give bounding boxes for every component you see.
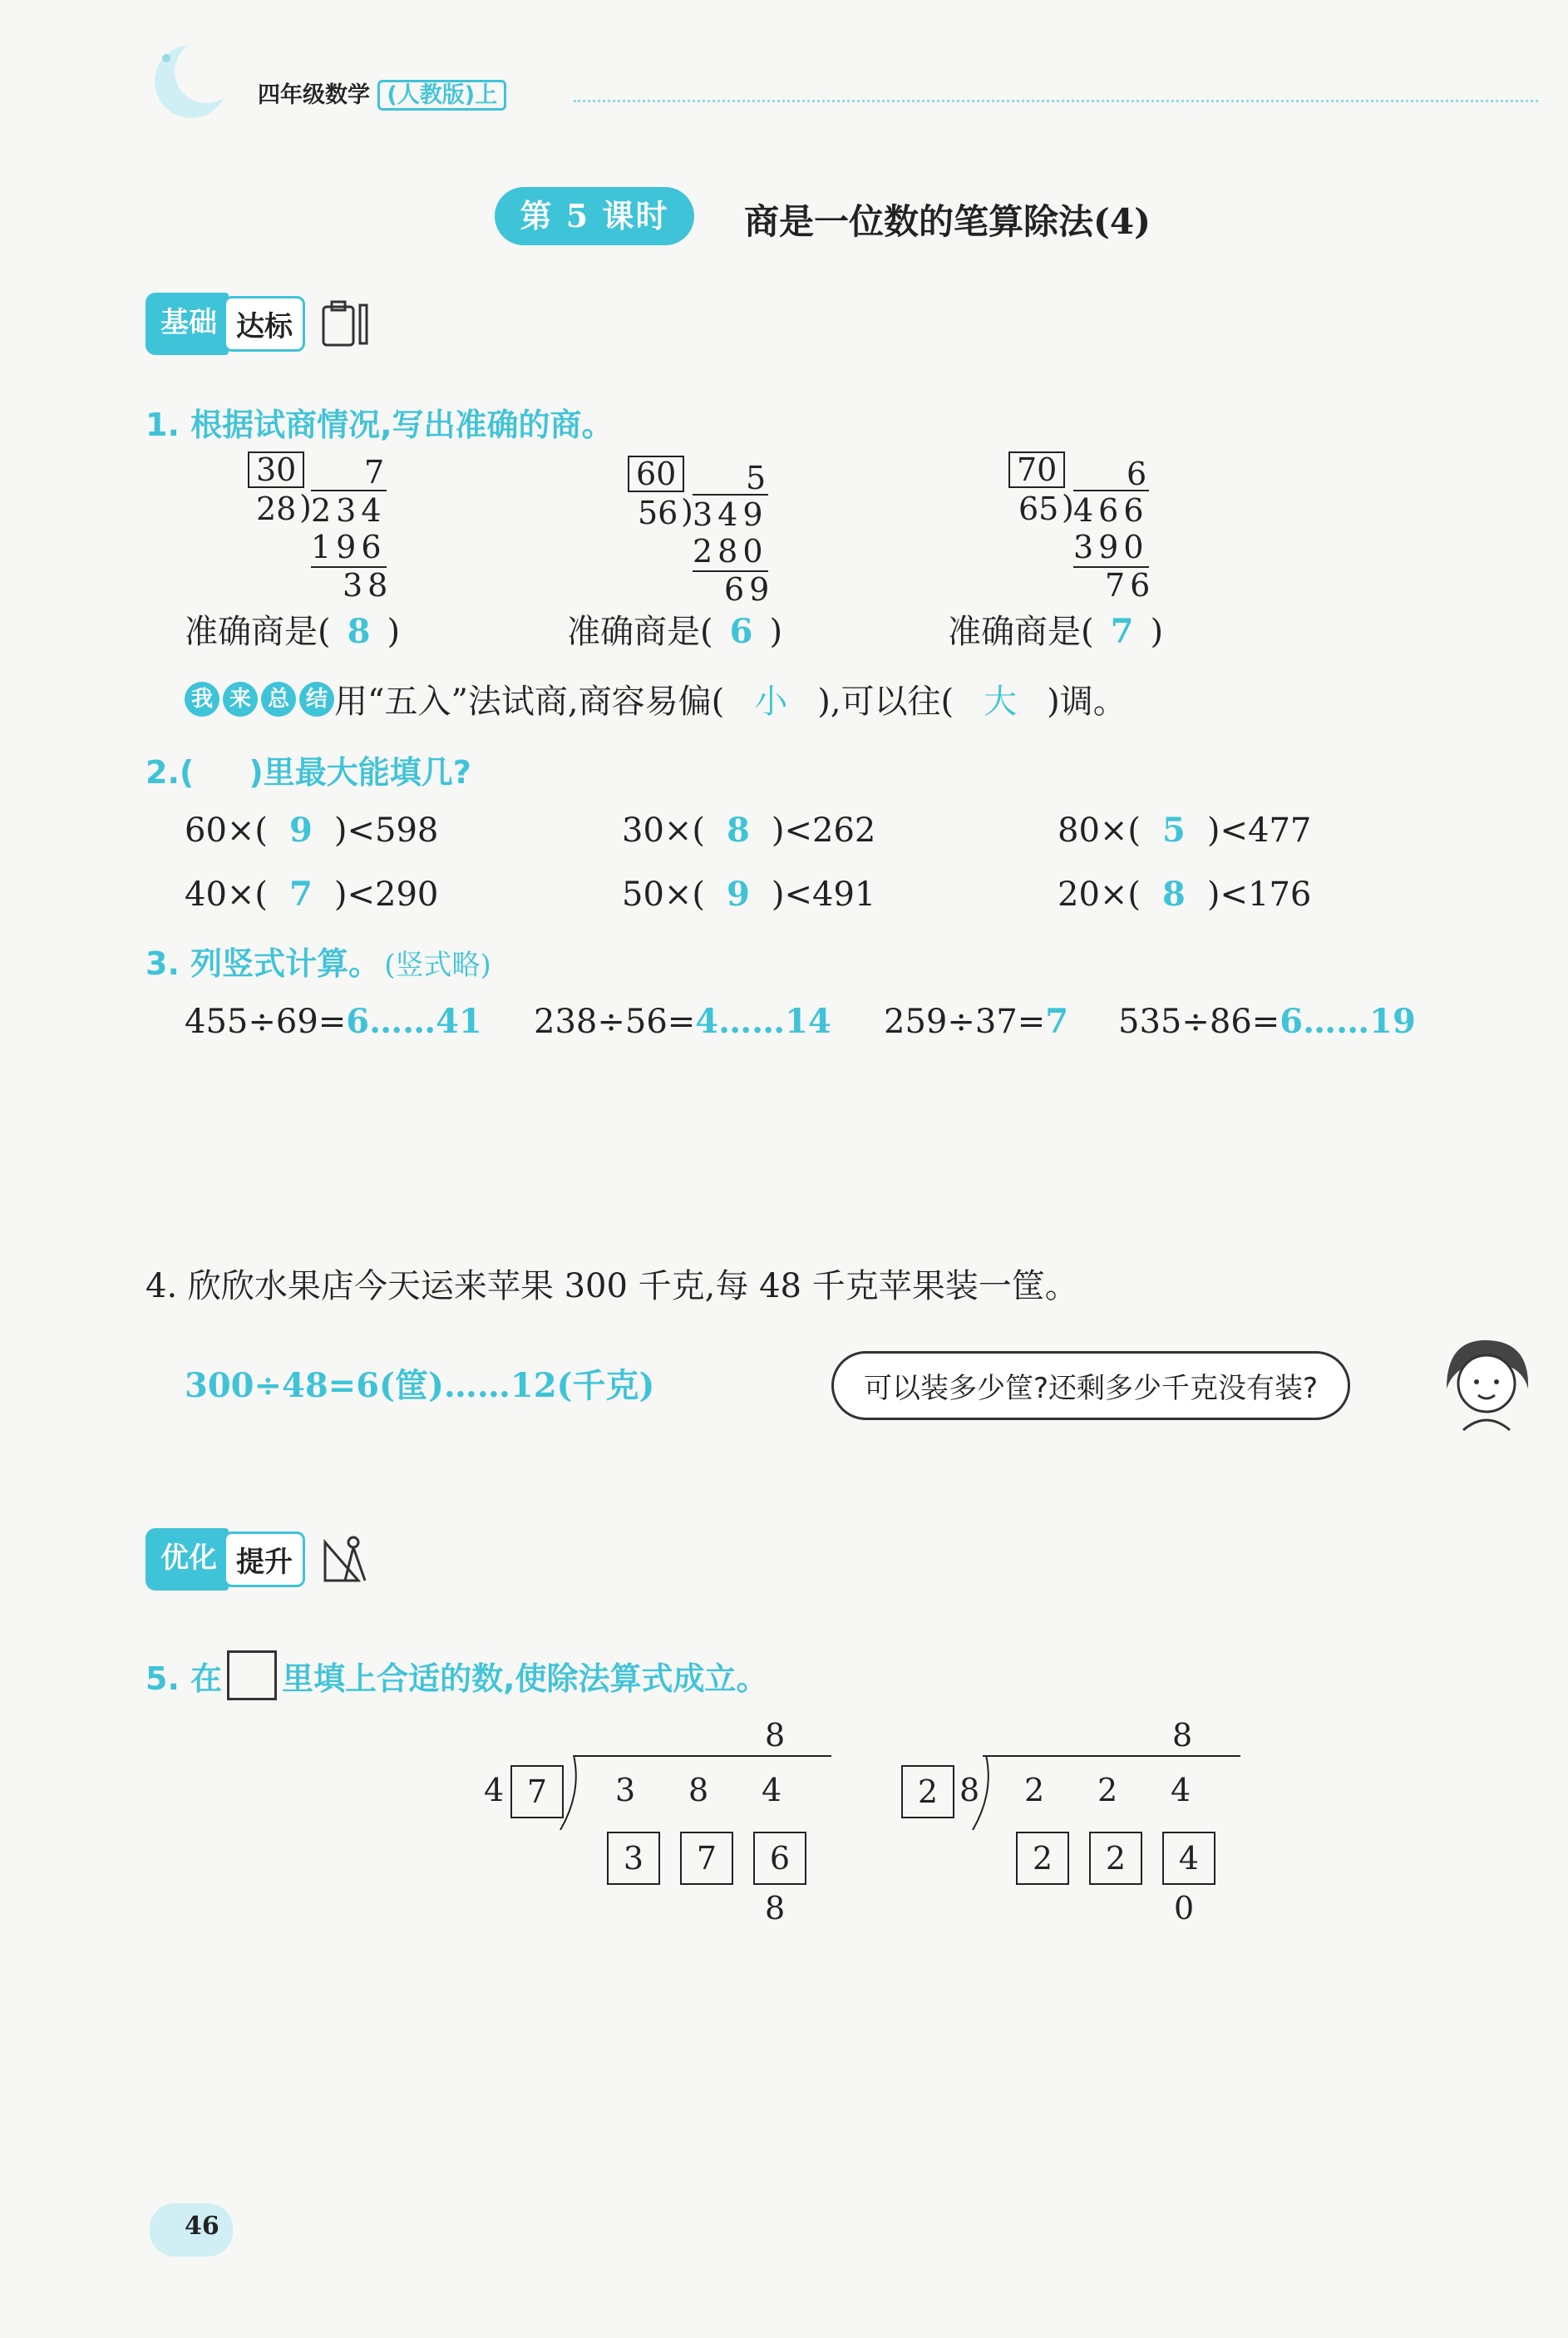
section-basic: [145, 293, 375, 355]
clipboard-icon: [317, 295, 375, 353]
division-bracket: ): [299, 489, 312, 525]
q2-pre: 50×(: [622, 876, 706, 914]
q4-answer: 300÷48=6(筐)……12(千克): [185, 1366, 655, 1405]
q3-answer: 6……19: [1280, 1002, 1416, 1041]
divisor-box: 7: [510, 1765, 564, 1818]
quotient: 6: [1127, 456, 1147, 492]
q4-text: 4. 欣欣水果店今天运来苹果 300 千克,每 48 千克苹果装一筐。: [145, 1267, 1078, 1305]
q3-item-3: [884, 1002, 1068, 1041]
product: 196: [311, 528, 387, 568]
answer-label: 准确商是(: [567, 613, 713, 651]
q2-answer: 7: [289, 875, 313, 914]
compass-ruler-icon: [317, 1531, 375, 1589]
product: 390: [1073, 528, 1149, 568]
long-division-1: [248, 451, 397, 604]
product-box: 4: [1162, 1832, 1215, 1885]
answer-value: 8: [347, 612, 371, 651]
q2-post: )<290: [333, 876, 439, 914]
product-box: 7: [680, 1832, 733, 1885]
product-box: 2: [1016, 1832, 1069, 1885]
header-title: [258, 76, 506, 109]
remainder: 8: [765, 1890, 786, 1926]
header-logo: [141, 33, 241, 125]
speech-bubble: 可以装多少筐?还剩多少千克没有装?: [831, 1351, 1350, 1420]
division-bracket: ): [1062, 489, 1074, 525]
answer-close: ): [387, 613, 401, 651]
q5-right-puzzle: [898, 1709, 1255, 1925]
q2-item-4: [185, 875, 438, 914]
summary-pill: 来: [223, 682, 258, 717]
q2-post: )<176: [1206, 876, 1312, 914]
q2-item-2: [622, 811, 875, 850]
q2-pre: 60×(: [185, 811, 269, 850]
section-advanced-b: 提升: [224, 1532, 305, 1587]
q2-pre: 30×(: [622, 811, 706, 850]
header-title-prefix: 四年级数学: [258, 82, 370, 108]
dividend-digit: 2: [1097, 1772, 1118, 1808]
summary-text-1: 用“五入”法试商,商容易偏(: [334, 683, 725, 721]
q3-answer: 4……14: [695, 1002, 831, 1041]
product: 280: [693, 532, 768, 572]
answer-value: 7: [1110, 612, 1134, 651]
dividend-digit: 3: [615, 1772, 636, 1808]
trial-box: 70: [1008, 451, 1065, 488]
q3-expr: 259÷37=: [884, 1003, 1046, 1041]
q2-answer: 9: [727, 875, 750, 914]
divisor-box: 2: [901, 1765, 954, 1818]
quotient: 5: [746, 460, 767, 496]
q5-title-pre: 5. 在: [145, 1660, 223, 1697]
divisor-digit: 4: [484, 1772, 505, 1808]
q5-title-post: 里填上合适的数,使除法算式成立。: [282, 1660, 768, 1697]
division-bracket: ): [681, 493, 693, 530]
page-number: 46: [185, 2212, 219, 2241]
q3-expr: 455÷69=: [185, 1003, 347, 1041]
q1-answer-1: [185, 605, 400, 653]
division-top-rule: [574, 1755, 831, 1757]
q2-answer: 8: [727, 811, 750, 850]
trial-box: 30: [248, 451, 304, 488]
q2-item-5: [622, 875, 875, 914]
q2-post: )<262: [771, 811, 876, 850]
summary-answer-2: 大: [984, 683, 1018, 721]
lesson-title: 商是一位数的笔算除法(4): [744, 201, 1151, 242]
summary-pill: 结: [299, 682, 334, 717]
division-top-rule: [983, 1755, 1240, 1757]
answer-value: 6: [729, 612, 753, 651]
q3-answer: 7: [1045, 1002, 1069, 1041]
dividend-digit: 4: [762, 1772, 782, 1808]
dividend-digit: 8: [688, 1772, 709, 1808]
summary-line: [185, 675, 1127, 723]
moon-icon: [141, 33, 241, 125]
q3-answer: 6……41: [346, 1002, 482, 1041]
long-division-3: [1008, 451, 1158, 604]
q2-item-6: [1058, 875, 1311, 914]
q3-item-4: [1118, 1002, 1416, 1041]
q3-item-1: [185, 1002, 482, 1041]
header-divider: [574, 100, 1538, 102]
quotient: 7: [364, 454, 385, 491]
q3-expr: 238÷56=: [534, 1003, 696, 1041]
q2-post: )<477: [1206, 811, 1312, 850]
q3-item-2: [534, 1002, 831, 1041]
remainder: 0: [1174, 1890, 1195, 1926]
product-box: 2: [1089, 1832, 1142, 1885]
answer-label: 准确商是(: [185, 613, 331, 651]
divisor: 56: [638, 495, 678, 531]
q5-title-row: [145, 1650, 768, 1700]
q2-item-1: [185, 811, 438, 850]
answer-close: ): [1150, 613, 1164, 651]
header-title-pill: (人教版)上: [377, 80, 506, 111]
q2-answer: 9: [289, 811, 313, 850]
summary-pill: 总: [261, 682, 296, 717]
trial-box: 60: [628, 456, 684, 492]
q1-answer-3: [948, 605, 1163, 653]
q2-post: )<491: [771, 876, 876, 914]
summary-text-2: ),可以往(: [817, 683, 954, 721]
q5-left-puzzle: [474, 1709, 831, 1925]
girl-illustration: [1430, 1330, 1538, 1442]
dividend-digit: 2: [1024, 1772, 1045, 1808]
remainder: 76: [1105, 567, 1156, 604]
quotient: 8: [1172, 1717, 1193, 1754]
remainder: 38: [343, 567, 393, 604]
divisor: 28: [256, 491, 297, 527]
q2-pre: 20×(: [1058, 876, 1141, 914]
q2-item-3: [1058, 811, 1311, 850]
section-advanced: [145, 1528, 375, 1591]
dividend: 466: [1073, 490, 1149, 530]
summary-pills: [185, 682, 334, 717]
q2-answer: 5: [1162, 811, 1186, 850]
dividend: 234: [311, 490, 387, 530]
q2-pre: 40×(: [185, 876, 269, 914]
section-advanced-a: 优化: [145, 1528, 229, 1591]
divisor: 65: [1018, 491, 1059, 527]
q2-answer: 8: [1162, 875, 1186, 914]
summary-pill: 我: [185, 682, 219, 717]
long-division-2: [628, 456, 777, 609]
answer-label: 准确商是(: [948, 613, 1094, 651]
remainder: 69: [724, 571, 775, 608]
dividend: 349: [693, 494, 768, 534]
q3-expr: 535÷86=: [1118, 1003, 1280, 1041]
q1-title: 1. 根据试商情况,写出准确的商。: [145, 407, 614, 443]
summary-text-3: )调。: [1047, 683, 1127, 721]
q2-pre: 80×(: [1058, 811, 1141, 850]
summary-answer-1: 小: [754, 683, 788, 721]
quotient: 8: [765, 1717, 786, 1754]
q2-post: )<598: [333, 811, 439, 850]
q2-title: 2.( )里最大能填几?: [145, 754, 471, 791]
product-box: 3: [607, 1832, 660, 1885]
section-basic-a: 基础: [145, 293, 229, 355]
q3-title-row: [145, 938, 491, 984]
q1-answer-2: [567, 605, 782, 653]
q3-title: 3. 列竖式计算。: [145, 945, 381, 982]
girl-icon: [1430, 1330, 1538, 1438]
q3-note: (竖式略): [384, 949, 491, 982]
answer-close: ): [769, 613, 783, 651]
dividend-digit: 4: [1171, 1772, 1191, 1808]
divisor-digit: 8: [959, 1772, 980, 1808]
lesson-badge: 第 5 课时: [495, 187, 694, 245]
product-box: 6: [753, 1832, 806, 1885]
q5-title-box: [227, 1650, 277, 1700]
section-basic-b: 达标: [224, 296, 305, 352]
